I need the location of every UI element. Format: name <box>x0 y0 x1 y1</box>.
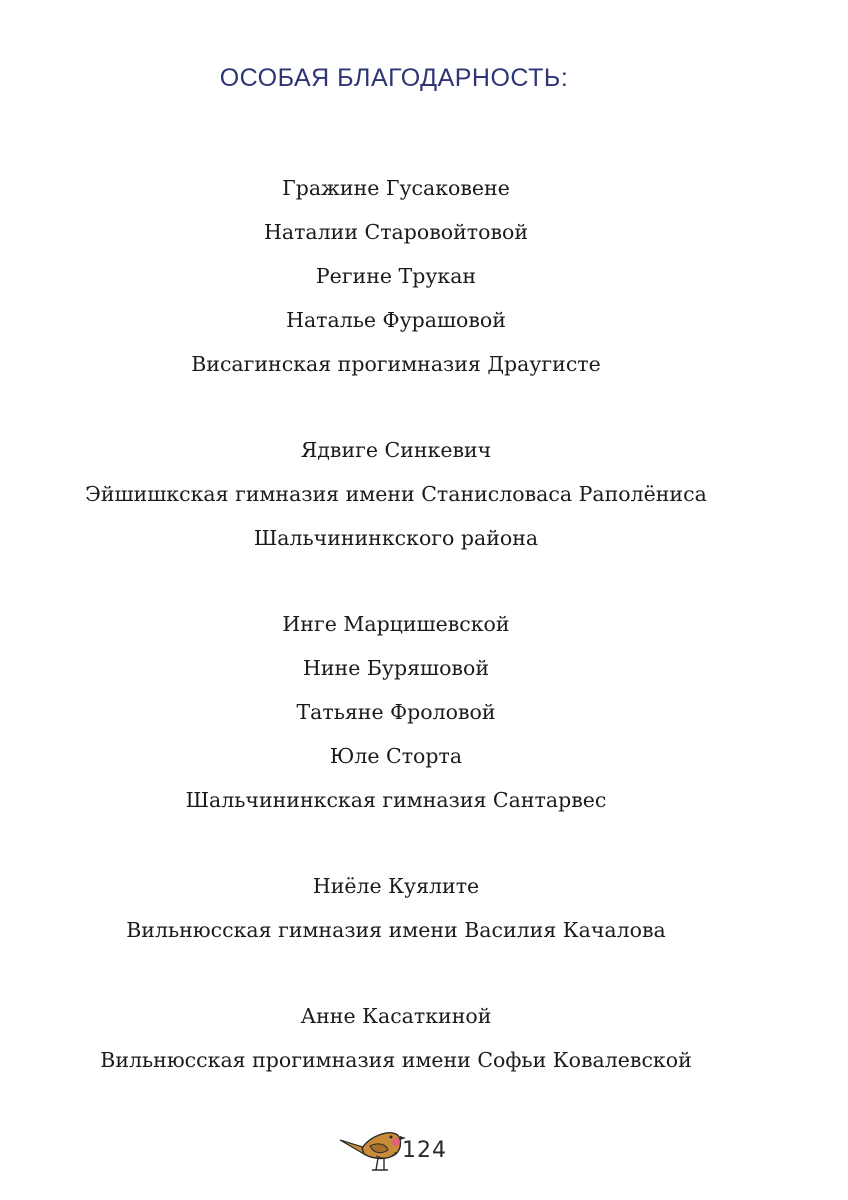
acknowledgement-line: Гражине Гусаковене <box>282 176 510 200</box>
school-line: Вильнюсская прогимназия имени Софьи Ковалевской <box>100 1048 692 1072</box>
page-number: 124 <box>402 1138 447 1163</box>
acknowledgement-line: Ядвиге Синкевич <box>300 438 492 462</box>
acknowledgement-line: Юле Сторта <box>329 744 463 768</box>
acknowledgement-line: Регине Трукан <box>315 264 477 288</box>
acknowledgement-line: Татьяне Фроловой <box>296 700 496 724</box>
acknowledgement-group-3 <box>0 602 792 822</box>
school-line: Шальчининкская гимназия Сантарвес <box>185 788 607 812</box>
school-line: Эйшишкская гимназия имени Станисловаса Раполёниса <box>85 482 707 506</box>
acknowledgement-line: Инге Марцишевской <box>282 612 510 636</box>
acknowledgement-line: Наталии Старовойтовой <box>263 220 529 244</box>
school-line: Висагинская прогимназия Драугисте <box>191 352 601 376</box>
page-heading: ОСОБАЯ БЛАГОДАРНОСТЬ: <box>219 64 569 92</box>
acknowledgements-list <box>0 166 792 1124</box>
acknowledgement-line: Анне Касаткиной <box>300 1004 492 1028</box>
acknowledgement-group-4 <box>0 864 792 952</box>
acknowledgement-line: Ниёле Куялите <box>312 874 480 898</box>
acknowledgement-group-1 <box>0 166 792 386</box>
acknowledgement-group-2 <box>0 428 792 560</box>
acknowledgement-group-5 <box>0 994 792 1082</box>
school-line: Вильнюсская гимназия имени Василия Качалова <box>126 918 666 942</box>
acknowledgement-line: Наталье Фурашовой <box>286 308 506 332</box>
acknowledgement-line: Нине Буряшовой <box>303 656 489 680</box>
school-line: Шальчининкского района <box>253 526 539 550</box>
